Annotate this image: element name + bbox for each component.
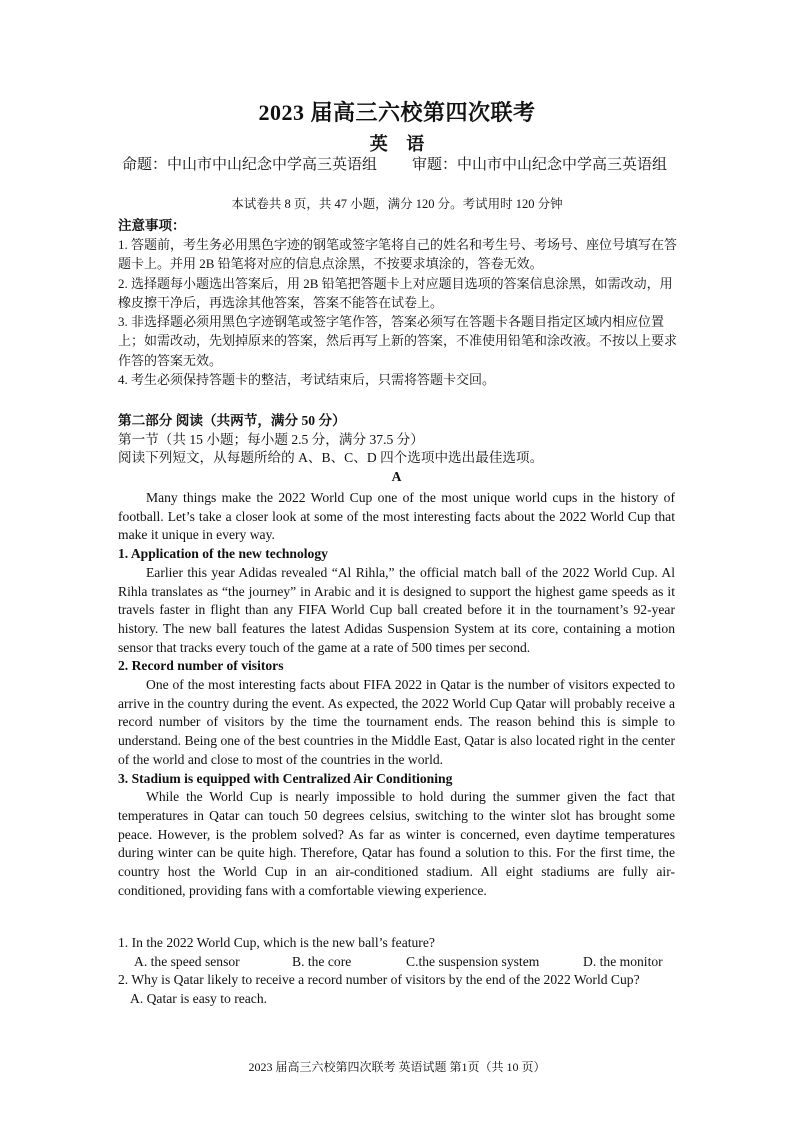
question-options	[118, 953, 675, 972]
part-two	[118, 412, 675, 487]
passage-paragraph: While the World Cup is nearly impossible to hold during the summer given the fact that temperatures in Qatar can touch 50 degrees celsius, switching to the winter slot has brought some peace. However, is the problem solved? As far as winter is concerned, even daytime temperatures during winter can be quite high. Therefore, Qatar has found a solution to this. For the first time, the country host the World Cup in an air-conditioned stadium. All eight stadiums are fully air-conditioned, providing fans with a comfortable viewing experience.	[118, 789, 675, 898]
question-stem: 1. In the 2022 World Cup, which is the new ball’s feature?	[118, 935, 435, 950]
exam-title: 2023 届高三六校第四次联考	[258, 100, 536, 125]
section-heading: 第一节（共 15 小题；每小题 2.5 分，满分 37.5 分）	[118, 431, 424, 447]
question-stem: 2. Why is Qatar likely to receive a record number of visitors by the end of the 2022 World Cup?	[118, 972, 640, 988]
passage-paragraph: One of the most interesting facts about FIFA 2022 in Qatar is the number of visitors expected to arrive in the country during the event. As expected, the 2022 World Cup Qatar will probably receive a record number of visitors by the time the tournament ends. The reason behind this is simple to understand. Being one of the best countries in the Middle East, Qatar is also located right in the center of the world and close to most of the countries in the world.	[118, 677, 675, 767]
passage-paragraph: Earlier this year Adidas revealed “Al Rihla,” the official match ball of the 2022 World Cup. Al Rihla translates as “the journey” in Arabic and it is designed to support the highest game speeds as it travels faster in flight than any FIFA World Cup ball created before it in the tournament’s 92-year history. The new ball features the latest Adidas Suspension System at its core, containing a motion sensor that tracks every touch of the game at a rate of 500 times per second.	[118, 564, 675, 655]
passage-subheading: 2. Record number of visitors	[118, 658, 284, 674]
option-a: A. the speed sensor	[134, 953, 240, 969]
passage-a	[118, 489, 675, 900]
option-a: A. Qatar is easy to reach.	[130, 991, 268, 1007]
option-d: D. the monitor	[583, 953, 663, 969]
exam-authors: 命题：中山市中山纪念中学高三英语组	[122, 157, 378, 173]
option-c: C.the suspension system	[406, 953, 540, 969]
notice-item: 2. 选择题每小题选出答案后，用 2B 铅笔把答题卡上对应题目选项的答案信息涂黑，如需改动，用橡皮擦干净后，再选涂其他答案，答案不能答在试卷上。	[118, 275, 673, 310]
passage-intro: Many things make the 2022 World Cup one of the most unique world cups in the history of football. Let’s take a closer look at some of the most interesting facts about the 2022 World Cup that make it unique in every way.	[118, 490, 675, 543]
question-list	[118, 934, 675, 1009]
passage-subheading: 1. Application of the new technology	[118, 546, 328, 562]
part-heading: 第二部分 阅读（共两节，满分 50 分）	[118, 413, 346, 428]
notice-heading: 注意事项：	[118, 218, 186, 233]
section-instruction: 阅读下列短文，从每题所给的 A、B、C、D 四个选项中选出最佳选项。	[118, 450, 544, 466]
notice-item: 1. 答题前，考生务必用黑色字迹的钢笔或签字笔将自己的姓名和考生号、考场号、座位号填写在答题卡上。并用 2B 铅笔将对应的信息点涂黑，不按要求填涂的，答卷无效。	[118, 237, 678, 272]
passage-subheading: 3. Stadium is equipped with Centralized Air Conditioning	[118, 770, 453, 786]
option-b: B. the core	[292, 953, 352, 969]
notice-item: 4. 考生必须保持答题卡的整洁，考试结束后，只需将答题卡交回。	[118, 372, 496, 388]
exam-meta: 本试卷共 8 页，共 47 小题，满分 120 分。考试用时 120 分钟	[231, 197, 563, 211]
exam-reviewer: 审题：中山市中山纪念中学高三英语组	[412, 157, 668, 173]
passage-label: A	[391, 469, 402, 485]
page-footer: 2023 届高三六校第四次联考 英语试题 第1页（共 10 页）	[248, 1060, 546, 1074]
exam-subject: 英 语	[369, 134, 425, 154]
notice-list	[118, 235, 678, 389]
notice-item: 3. 非选择题必须用黑色字迹钢笔或签字笔作答，答案必须写在答题卡各题目指定区域内相应位置上；如需改动，先划掉原来的答案，然后再写上新的答案，不准使用铅笔和涂改液。不按以上要求作答的答案无效。	[118, 314, 678, 368]
